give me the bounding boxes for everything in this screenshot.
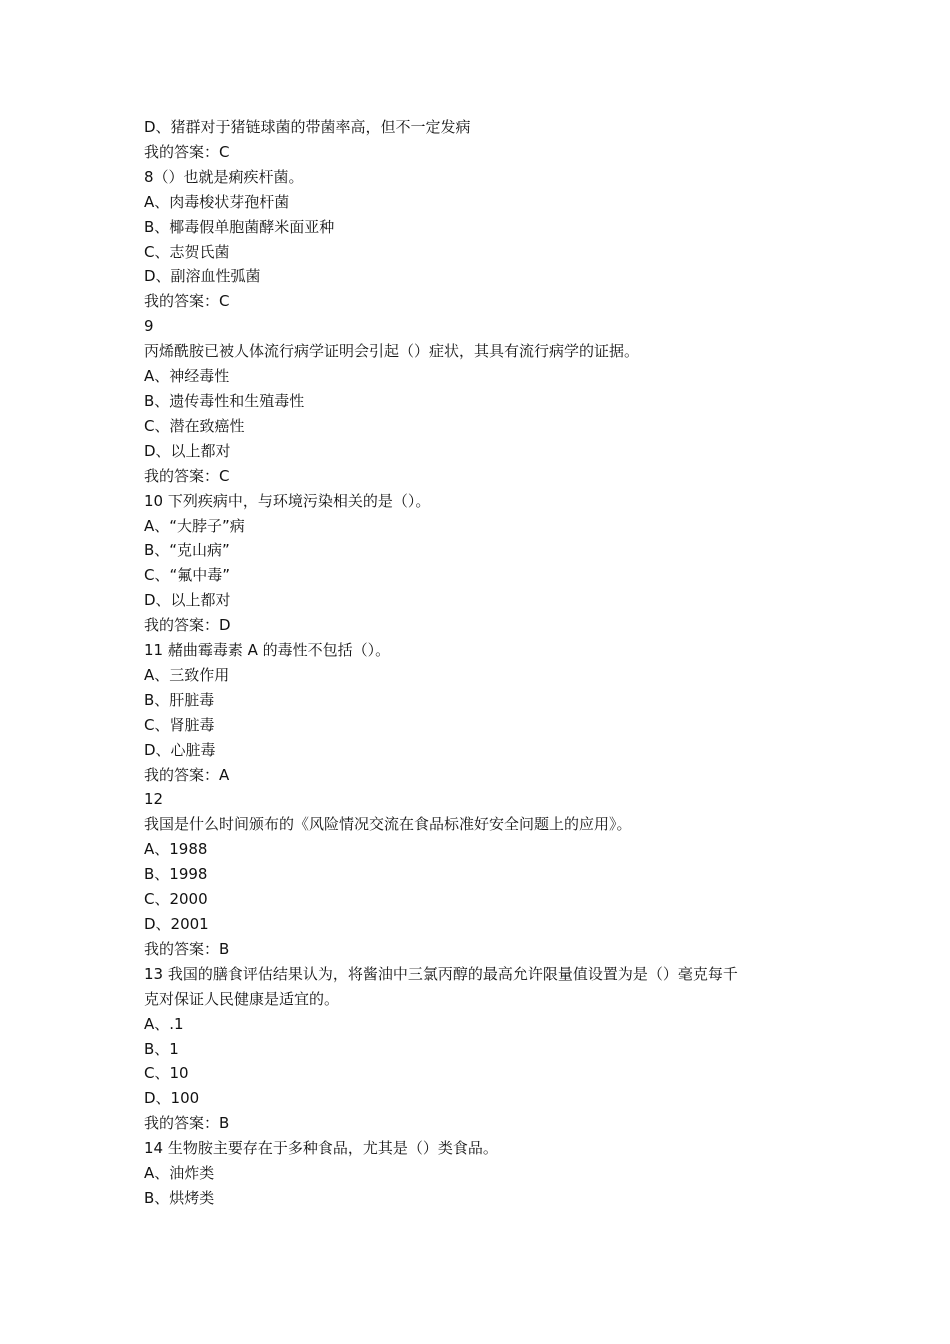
text-line: D、以上都对 xyxy=(144,441,231,460)
text-line: B、烘烤类 xyxy=(144,1188,215,1207)
text-line: 我的答案：C xyxy=(144,466,230,485)
text-line: D、心脏毒 xyxy=(144,740,216,759)
text-line: 13 我国的膳食评估结果认为，将酱油中三氯丙醇的最高允许限量值设置为是（）毫克每千 xyxy=(144,964,738,983)
text-line: B、椰毒假单胞菌酵米面亚种 xyxy=(144,217,335,236)
text-line: 丙烯酰胺已被人体流行病学证明会引起（）症状，其具有流行病学的证据。 xyxy=(144,342,640,361)
text-line: A、“大脖子”病 xyxy=(144,516,245,535)
text-line: D、以上都对 xyxy=(144,591,231,610)
text-line: 我的答案：C xyxy=(144,142,230,161)
text-line: 克对保证人民健康是适宜的。 xyxy=(144,989,340,1008)
text-line: C、肾脏毒 xyxy=(144,715,215,734)
text-line: C、志贺氏菌 xyxy=(144,242,230,261)
text-line: 我的答案：D xyxy=(144,616,231,635)
document-body xyxy=(144,115,814,1211)
text-line: D、猪群对于猪链球菌的带菌率高，但不一定发病 xyxy=(144,118,471,136)
text-line: A、油炸类 xyxy=(144,1164,215,1183)
text-line: D、2001 xyxy=(144,915,209,933)
text-line: C、2000 xyxy=(144,890,208,909)
text-line: A、1988 xyxy=(144,840,208,859)
text-line: D、副溶血性弧菌 xyxy=(144,267,261,286)
text-line: 我国是什么时间颁布的《风险情况交流在食品标准好安全问题上的应用》。 xyxy=(144,815,632,834)
text-line: C、10 xyxy=(144,1064,189,1083)
text-line: B、遗传毒性和生殖毒性 xyxy=(144,391,305,410)
text-line: A、.1 xyxy=(144,1014,184,1033)
text-line: 我的答案：A xyxy=(144,765,230,784)
text-line: 9 xyxy=(144,317,154,336)
text-line: B、1998 xyxy=(144,865,208,884)
text-line: 11 赭曲霉毒素 A 的毒性不包括（）。 xyxy=(144,641,391,660)
text-line: 我的答案：B xyxy=(144,939,230,958)
text-line: C、“氟中毒” xyxy=(144,566,231,585)
text-line: B、1 xyxy=(144,1039,179,1058)
text-line: 我的答案：C xyxy=(144,292,230,311)
text-line: 8（）也就是痢疾杆菌。 xyxy=(144,167,304,186)
text-line: B、肝脏毒 xyxy=(144,690,215,709)
text-line: C、潜在致癌性 xyxy=(144,416,245,435)
text-line: 10 下列疾病中，与环境污染相关的是（）。 xyxy=(144,491,431,510)
text-line: 14 生物胺主要存在于多种食品，尤其是（）类食品。 xyxy=(144,1139,498,1158)
text-line: 我的答案：B xyxy=(144,1114,230,1133)
text-line: 12 xyxy=(144,790,164,809)
text-line: A、三致作用 xyxy=(144,665,230,684)
text-line: B、“克山病” xyxy=(144,541,230,560)
text-line: A、神经毒性 xyxy=(144,367,230,386)
text-line: D、100 xyxy=(144,1089,200,1108)
text-line: A、肉毒梭状芽孢杆菌 xyxy=(144,192,290,211)
